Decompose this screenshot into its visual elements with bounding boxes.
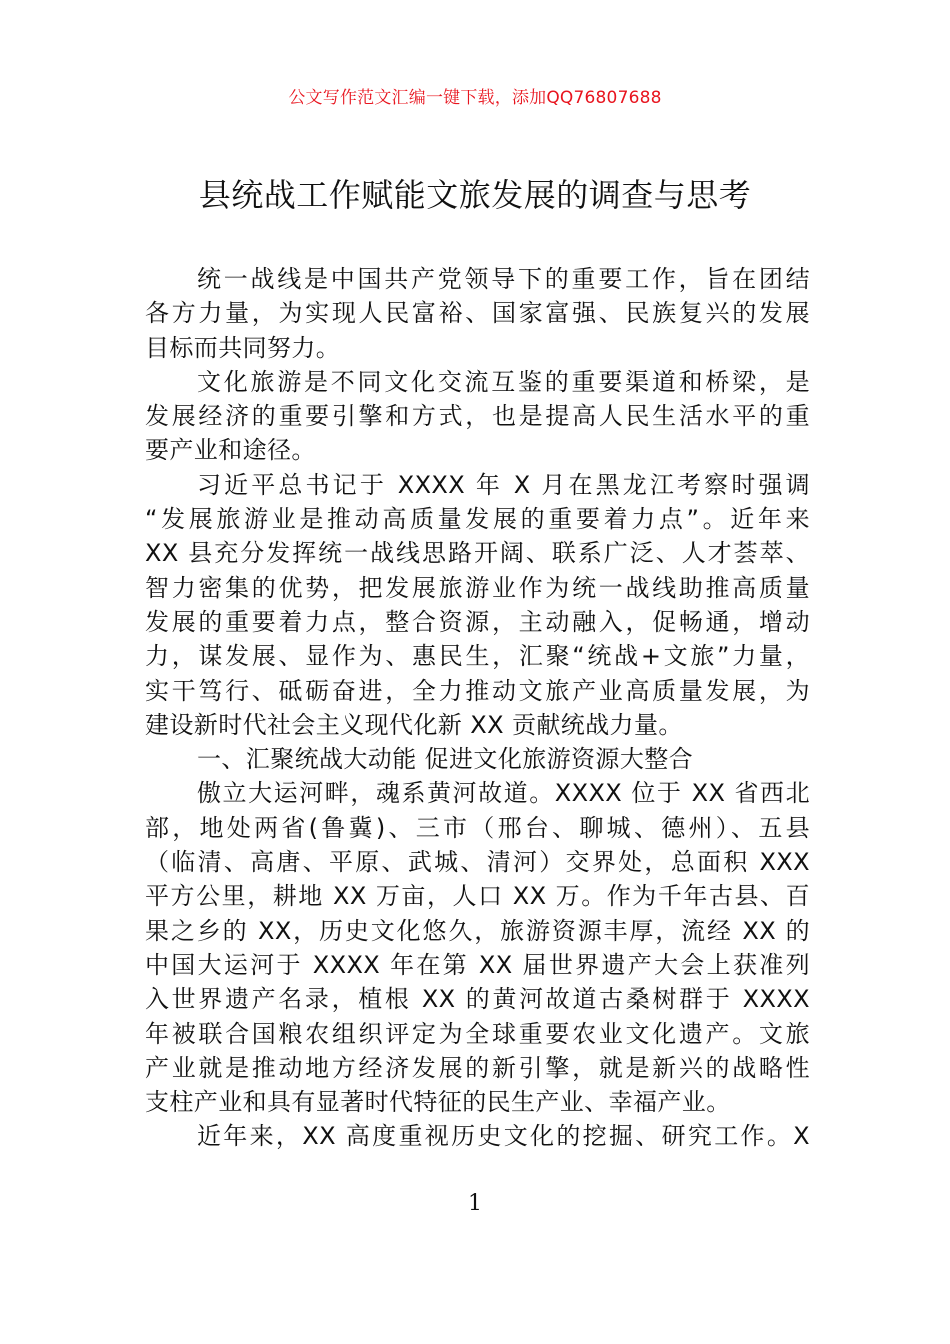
body-text-line: 各方力量，为实现人民富裕、国家富强、民族复兴的发展 xyxy=(145,299,810,328)
body-text-line: 要产业和途径。 xyxy=(145,436,316,465)
body-text-line: 习近平总书记于 XXXX 年 X 月在黑龙江考察时强调 xyxy=(197,470,810,499)
document-body xyxy=(145,262,810,1154)
body-text-line: 部，地处两省(鲁冀)、三市（邢台、聊城、德州）、五县 xyxy=(145,813,810,842)
body-text-line: 产业就是推动地方经济发展的新引擎，就是新兴的战略性 xyxy=(145,1053,810,1082)
body-text-line: 傲立大运河畔，魂系黄河故道。XXXX 位于 XX 省西北 xyxy=(197,779,810,808)
body-text-line: 文化旅游是不同文化交流互鉴的重要渠道和桥梁，是 xyxy=(197,367,810,396)
page-number: 1 xyxy=(468,1191,482,1216)
body-text-line: 发展的重要着力点，整合资源，主动融入，促畅通，增动 xyxy=(145,607,810,636)
body-text-line: 入世界遗产名录，植根 XX 的黄河故道古桑树群于 XXXX xyxy=(145,985,810,1014)
body-text-line: 年被联合国粮农组织评定为全球重要农业文化遗产。文旅 xyxy=(145,1019,810,1048)
body-text-line: 近年来，XX 高度重视历史文化的挖掘、研究工作。X xyxy=(197,1122,810,1151)
body-text-line: 支柱产业和具有显著时代特征的民生产业、幸福产业。 xyxy=(145,1088,731,1117)
body-text-line: “发展旅游业是推动高质量发展的重要着力点”。近年来 xyxy=(145,505,810,534)
document-title: 县统战工作赋能文旅发展的调查与思考 xyxy=(198,176,752,214)
body-text-line: 智力密集的优势，把发展旅游业作为统一战线助推高质量 xyxy=(145,573,810,602)
section-heading: 一、汇聚统战大动能 促进文化旅游资源大整合 xyxy=(197,745,694,774)
body-text-line: 目标而共同努力。 xyxy=(145,333,341,362)
body-text-line: 发展经济的重要引擎和方式，也是提高人民生活水平的重 xyxy=(145,402,810,431)
body-text-line: 平方公里，耕地 XX 万亩，人口 XX 万。作为千年古县、百 xyxy=(145,882,810,911)
body-text-line: 建设新时代社会主义现代化新 XX 贡献统战力量。 xyxy=(145,710,683,739)
watermark-banner: 公文写作范文汇编一键下载，添加QQ76807688 xyxy=(288,88,662,108)
body-text-line: 中国大运河于 XXXX 年在第 XX 届世界遗产大会上获准列 xyxy=(145,950,810,979)
body-text-line: （临清、高唐、平原、武城、清河）交界处，总面积 XXX xyxy=(145,848,810,877)
body-text-line: XX 县充分发挥统一战线思路开阔、联系广泛、人才荟萃、 xyxy=(145,539,810,568)
body-text-line: 力，谋发展、显作为、惠民生，汇聚“统战+文旅”力量， xyxy=(145,642,810,671)
body-text-line: 实干笃行、砥砺奋进，全力推动文旅产业高质量发展，为 xyxy=(145,676,810,705)
body-text-line: 统一战线是中国共产党领导下的重要工作，旨在团结 xyxy=(197,265,810,293)
body-text-line: 果之乡的 XX，历史文化悠久，旅游资源丰厚，流经 XX 的 xyxy=(145,916,810,945)
